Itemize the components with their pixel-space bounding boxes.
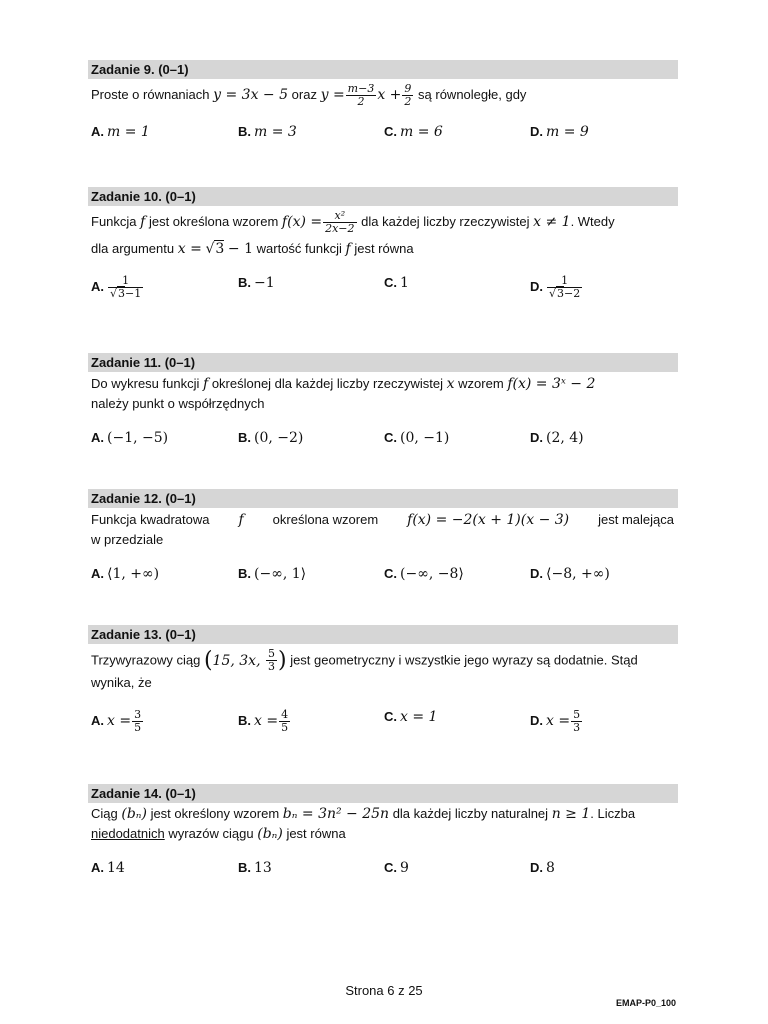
question-text-line2: w przedziale	[91, 532, 164, 547]
question-text	[88, 804, 678, 824]
question-text-line2: należy punkt o współrzędnych	[91, 396, 265, 411]
sqrt-radicand: 3	[215, 241, 225, 257]
answer-value: 1	[400, 275, 409, 291]
answer-letter: C.	[384, 275, 397, 290]
fraction-numerator: 5	[267, 647, 275, 660]
task-header: Zadanie 12. (0–1)	[88, 489, 678, 508]
answers	[88, 566, 678, 596]
answer-value: x = 1	[400, 709, 438, 725]
task-header: Zadanie 13. (0–1)	[88, 625, 678, 644]
question-part: jest geometryczny i wszystkie jego wyrazy są dodatnie. Stąd	[290, 652, 638, 668]
answer-letter: A.	[91, 712, 104, 728]
answer-letter: D.	[530, 566, 543, 581]
answer-letter: D.	[530, 278, 543, 294]
question-part: określona wzorem	[272, 512, 379, 527]
answer-value: (−1, −5)	[107, 430, 169, 446]
fraction-denominator: √3−2	[549, 287, 581, 300]
answer-b[interactable]	[238, 709, 291, 734]
answer-c[interactable]	[384, 860, 409, 876]
question-part: jest równa	[286, 826, 346, 841]
fraction	[108, 275, 143, 300]
answer-d[interactable]	[530, 860, 555, 876]
page-number: Strona 6 z 25	[345, 983, 423, 998]
fraction-numerator: x²	[323, 210, 356, 223]
answer-letter: A.	[91, 430, 104, 445]
answer-letter: A.	[91, 860, 104, 875]
question-part: oraz	[291, 86, 317, 102]
answer-lhs: x =	[107, 712, 132, 729]
answer-c[interactable]	[384, 124, 443, 140]
sequence-symbol: (bₙ)	[121, 806, 147, 822]
answer-letter: C.	[384, 566, 397, 581]
equation-2-mid: x +	[377, 86, 402, 103]
answers	[88, 709, 678, 749]
fraction-denominator: 2	[357, 95, 365, 108]
answer-letter: D.	[530, 712, 543, 728]
fraction-denominator: 5	[281, 721, 289, 734]
answers	[88, 430, 678, 460]
question-part: jest określony wzorem	[150, 806, 280, 821]
formula-lhs: f(x) =	[281, 213, 323, 230]
question-part: dla każdej liczby rzeczywistej	[361, 213, 530, 229]
question-part: jest równa	[354, 241, 414, 256]
question-part: Proste o równaniach	[91, 86, 210, 102]
sqrt-radicand: 3	[557, 287, 565, 300]
fraction-denominator: √3−1	[110, 287, 142, 300]
answer-c[interactable]	[384, 275, 409, 291]
answer-c[interactable]	[384, 709, 437, 725]
question-text-line2	[88, 824, 678, 844]
task-14	[88, 784, 678, 890]
task-header: Zadanie 9. (0–1)	[88, 60, 678, 79]
answer-value: (0, −2)	[254, 430, 304, 446]
sqrt-radicand: 3	[118, 287, 126, 300]
answer-lhs: x =	[254, 712, 279, 729]
variable: x	[446, 376, 455, 392]
question-part: wartość funkcji	[256, 241, 342, 256]
task-13	[88, 625, 678, 749]
answer-value: −1	[254, 275, 275, 291]
answer-letter: C.	[384, 124, 397, 139]
question-part: jest określona wzorem	[148, 213, 279, 229]
answer-letter: D.	[530, 860, 543, 875]
task-9	[88, 60, 678, 154]
answer-value: 8	[546, 860, 555, 876]
answer-d[interactable]	[530, 275, 583, 300]
denominator-rest: −2	[564, 287, 581, 300]
answer-letter: D.	[530, 430, 543, 445]
task-12	[88, 489, 678, 596]
task-header: Zadanie 11. (0–1)	[88, 353, 678, 372]
answer-value: m = 1	[107, 124, 150, 140]
condition: n ≥ 1	[551, 806, 591, 822]
fraction	[266, 648, 277, 673]
question-text	[88, 648, 678, 673]
question-part: Ciąg	[91, 806, 118, 821]
question-text	[88, 83, 678, 108]
answer-value: 9	[400, 860, 409, 876]
answer-letter: D.	[530, 124, 543, 139]
question-part: Funkcja	[91, 213, 137, 229]
fraction-numerator: 1	[108, 275, 143, 288]
answer-value: (−∞, 1⟩	[254, 566, 307, 582]
answer-value: m = 9	[546, 124, 589, 140]
answer-b[interactable]	[238, 860, 272, 876]
answer-a[interactable]	[91, 566, 159, 582]
answers	[88, 275, 678, 315]
question-part: określonej dla każdej liczby rzeczywistej	[211, 376, 444, 391]
answer-letter: B.	[238, 124, 251, 139]
fraction	[323, 210, 356, 235]
answer-letter: C.	[384, 709, 397, 724]
answer-letter: C.	[384, 430, 397, 445]
answer-letter: B.	[238, 275, 251, 290]
answer-letter: B.	[238, 430, 251, 445]
paren-left: (	[203, 647, 213, 673]
fraction	[279, 709, 290, 734]
sequence-symbol: (bₙ)	[257, 826, 283, 842]
fraction-denominator: 2	[404, 95, 412, 108]
sqrt-expression: √3	[205, 241, 225, 257]
answer-value: m = 6	[400, 124, 443, 140]
sequence-terms: 15, 3x,	[212, 652, 261, 669]
function-symbol: f	[203, 376, 209, 392]
answer-d[interactable]	[530, 124, 589, 140]
answer-lhs: x =	[546, 712, 571, 729]
answer-value: (−∞, −8⟩	[400, 566, 464, 582]
argument-rest: − 1	[227, 241, 254, 257]
formula: bₙ = 3n² − 25n	[282, 806, 390, 822]
question-part: Funkcja kwadratowa	[91, 512, 210, 527]
question-text	[88, 210, 678, 235]
function-symbol: f	[140, 213, 146, 230]
answer-letter: B.	[238, 712, 251, 728]
paren-right: )	[277, 647, 287, 673]
answer-d[interactable]	[530, 709, 583, 734]
answer-letter: A.	[91, 124, 104, 139]
answer-b[interactable]	[238, 430, 303, 446]
sequence	[203, 647, 287, 673]
fraction-numerator: 1	[547, 275, 582, 288]
answer-value: (0, −1)	[400, 430, 450, 446]
answer-value: 13	[254, 860, 272, 876]
question-part: . Liczba	[590, 806, 636, 821]
question-part: Do wykresu funkcji	[91, 376, 200, 391]
answer-a[interactable]	[91, 860, 125, 876]
denominator-rest: −1	[125, 287, 142, 300]
fraction-numerator: 9	[404, 82, 412, 95]
argument-lhs: x =	[177, 241, 202, 257]
answer-d[interactable]	[530, 430, 584, 446]
question-part: Trzywyrazowy ciąg	[91, 652, 201, 668]
answer-a[interactable]	[91, 275, 144, 300]
answer-d[interactable]	[530, 566, 610, 582]
answer-letter: B.	[238, 566, 251, 581]
answer-a[interactable]	[91, 430, 168, 446]
task-10	[88, 187, 678, 315]
question-text-line2: wynika, że	[91, 675, 152, 690]
fraction-denominator: 3	[267, 660, 275, 673]
question-part: są równoległe, gdy	[418, 86, 527, 102]
fraction	[132, 709, 143, 734]
formula: f(x) = −2(x + 1)(x − 3)	[407, 512, 570, 528]
question-part: . Wtedy	[570, 213, 615, 229]
question-part: wzorem	[458, 376, 504, 391]
question-part: wyrazów ciągu	[168, 826, 254, 841]
fraction-numerator: 5	[573, 708, 581, 721]
answer-value: ⟨1, +∞)	[107, 566, 160, 582]
question-part: dla każdej liczby naturalnej	[392, 806, 549, 821]
answer-b[interactable]	[238, 124, 297, 140]
question-text-line2	[88, 239, 678, 259]
fraction	[346, 83, 377, 108]
answers	[88, 860, 678, 890]
answer-b[interactable]	[238, 566, 306, 582]
answer-value: (2, 4)	[546, 430, 584, 446]
function-symbol: f	[345, 241, 351, 257]
fraction-numerator: m−3	[347, 82, 375, 95]
function-symbol: f	[238, 512, 244, 528]
answer-letter: C.	[384, 860, 397, 875]
answer-c[interactable]	[384, 566, 464, 582]
question-text	[88, 374, 678, 394]
answer-letter: A.	[91, 278, 104, 294]
answer-b[interactable]	[238, 275, 275, 291]
answer-a[interactable]	[91, 124, 150, 140]
task-11	[88, 353, 678, 460]
answer-c[interactable]	[384, 430, 449, 446]
fraction	[547, 275, 582, 300]
question-part: dla argumentu	[91, 241, 175, 256]
answer-a[interactable]	[91, 709, 144, 734]
fraction-denominator: 3	[573, 721, 581, 734]
question-text	[88, 510, 678, 530]
fraction	[402, 83, 413, 108]
equation-1: y = 3x − 5	[213, 86, 289, 103]
formula: f(x) = 3ˣ − 2	[507, 376, 596, 392]
fraction-denominator: 2x−2	[325, 222, 355, 235]
answers	[88, 124, 678, 154]
underlined-word: niedodatnich	[91, 826, 165, 841]
exam-code: EMAP-P0_100	[615, 998, 676, 1008]
fraction-numerator: 3	[134, 708, 142, 721]
answer-letter: B.	[238, 860, 251, 875]
task-header: Zadanie 10. (0–1)	[88, 187, 678, 206]
answer-value: m = 3	[254, 124, 297, 140]
answer-value: 14	[107, 860, 125, 876]
answer-letter: A.	[91, 566, 104, 581]
condition: x ≠ 1	[533, 213, 571, 230]
task-header: Zadanie 14. (0–1)	[88, 784, 678, 803]
fraction-denominator: 5	[134, 721, 142, 734]
answer-value: ⟨−8, +∞)	[546, 566, 610, 582]
question-part: jest malejąca	[598, 512, 674, 527]
equation-2-lhs: y =	[320, 86, 345, 103]
fraction	[571, 709, 582, 734]
fraction-numerator: 4	[281, 708, 289, 721]
